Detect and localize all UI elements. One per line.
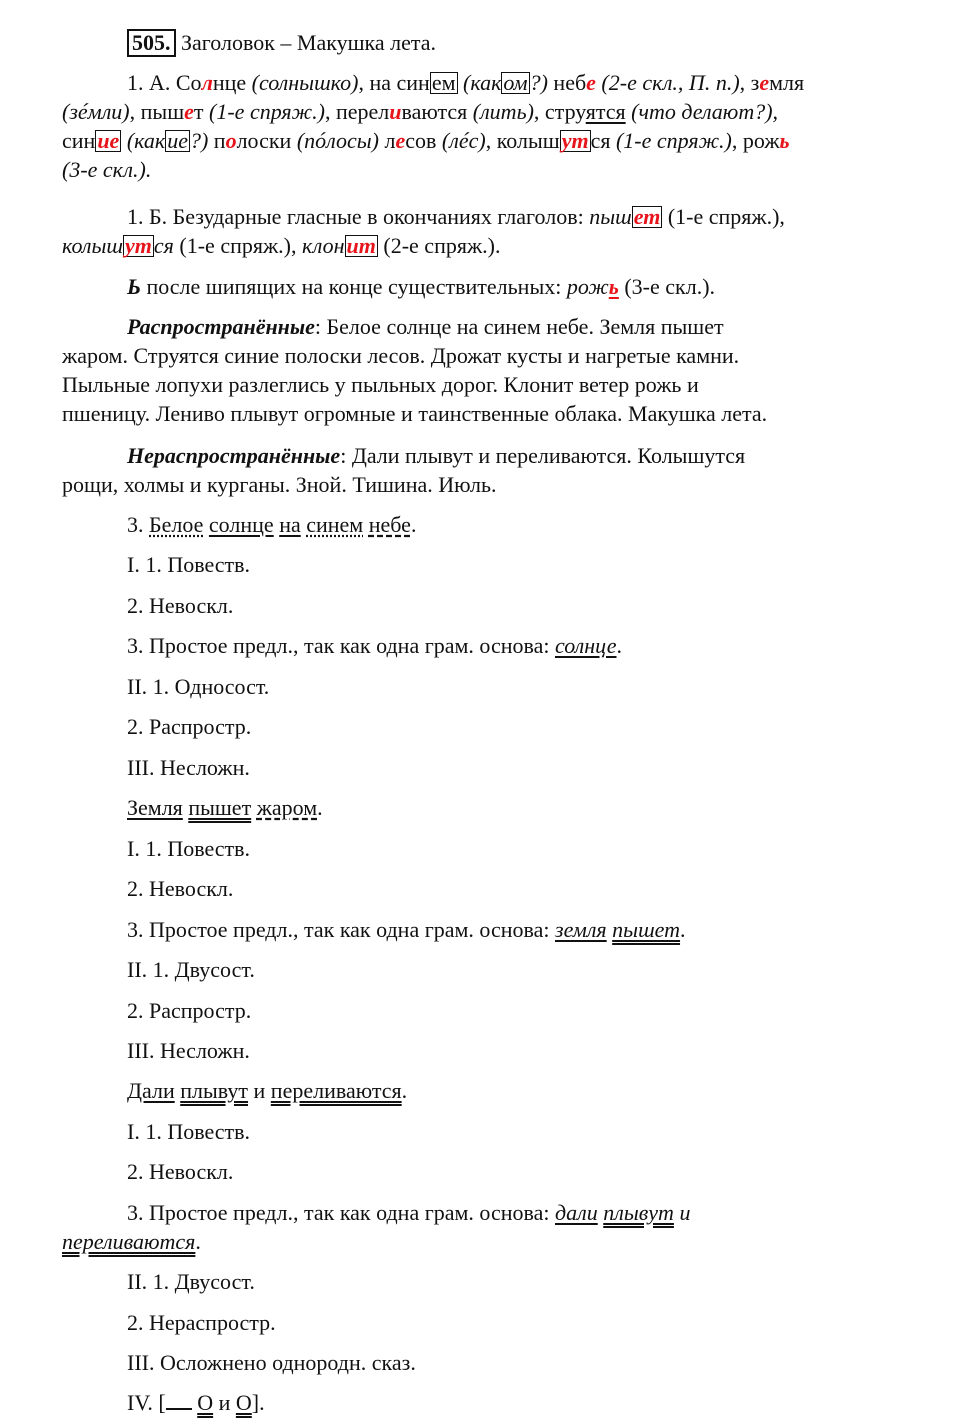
task-1b-line-2: колышутся (1-е спряж.), клонит (2-е спряж.). <box>62 233 501 258</box>
task-2-line-3: Пыльные лопухи разлеглись у пыльных дорог. Клонит ветер рожь и <box>62 372 699 397</box>
s1-analysis-2: 2. Невоскл. <box>127 593 234 618</box>
s3-analysis-5: 2. Нераспростр. <box>127 1310 276 1335</box>
subject-blank <box>166 1394 192 1410</box>
s2-analysis-4: II. 1. Двусост. <box>127 957 255 982</box>
sentence-scheme: IV. [ О и О]. <box>127 1390 265 1415</box>
exercise-title: Заголовок – Макушка лета. <box>181 30 437 55</box>
s1-analysis-4: II. 1. Односост. <box>127 674 270 699</box>
task-1a-line-4: (3-е скл.). <box>62 157 152 182</box>
sentence-3: Дали плывут и переливаются. <box>127 1078 408 1103</box>
exercise-header <box>127 29 436 57</box>
s1-analysis-1: I. 1. Повеств. <box>127 552 251 577</box>
sentence-1: 3. Белое солнце на синем небе. <box>127 512 417 537</box>
s3-analysis-3-cont: переливаются. <box>62 1229 201 1254</box>
task-2b-line-1: Нераспространённые: Дали плывут и переливаются. Колышутся <box>127 443 746 468</box>
s1-analysis-6: III. Несложн. <box>127 755 250 780</box>
s3-analysis-6: III. Осложнено однородн. сказ. <box>127 1350 416 1375</box>
sentence-2: Земля пышет жаром. <box>127 795 323 820</box>
task-1a-line-3: синие (какие?) полоски (пóлосы) лесов (лéс), колышутся (1-е спряж.), рожь <box>62 128 790 153</box>
task-1a-line-2: (зéмли), пышет (1-е спряж.), переливаются (лить), струятся (что делают?), <box>62 99 779 124</box>
exercise-number: 505. <box>127 29 176 57</box>
task-1b-line-1: 1. Б. Безударные гласные в окончаниях глаголов: пышет (1-е спряж.), <box>127 204 785 229</box>
s2-analysis-2: 2. Невоскл. <box>127 876 234 901</box>
s3-analysis-4: II. 1. Двусост. <box>127 1269 255 1294</box>
s2-analysis-5: 2. Распростр. <box>127 998 252 1023</box>
task-1c-line: Ь после шипящих на конце существительных: рожь (3-е скл.). <box>127 274 716 299</box>
task-2b-line-2: рощи, холмы и курганы. Зной. Тишина. Июль. <box>62 472 497 497</box>
task-2-line-2: жаром. Струятся синие полоски лесов. Дрожат кусты и нагретые камни. <box>62 343 740 368</box>
task-1a-line-1: 1. А. Солнце (солнышко), на синем (каком?) небе (2-е скл., П. п.), земля <box>127 70 805 95</box>
s3-analysis-2: 2. Невоскл. <box>127 1159 234 1184</box>
s3-analysis-3: 3. Простое предл., так как одна грам. основа: дали плывут и <box>127 1200 691 1225</box>
task-2-line-1: Распространённые: Белое солнце на синем небе. Земля пышет <box>127 314 724 339</box>
s1-analysis-5: 2. Распростр. <box>127 714 252 739</box>
s2-analysis-3: 3. Простое предл., так как одна грам. основа: земля пышет. <box>127 917 686 942</box>
task-2-line-4: пшеницу. Лениво плывут огромные и таинственные облака. Макушка лета. <box>62 401 768 426</box>
s3-analysis-1: I. 1. Повеств. <box>127 1119 251 1144</box>
s2-analysis-1: I. 1. Повеств. <box>127 836 251 861</box>
s1-analysis-3: 3. Простое предл., так как одна грам. основа: солнце. <box>127 633 622 658</box>
s2-analysis-6: III. Несложн. <box>127 1038 250 1063</box>
